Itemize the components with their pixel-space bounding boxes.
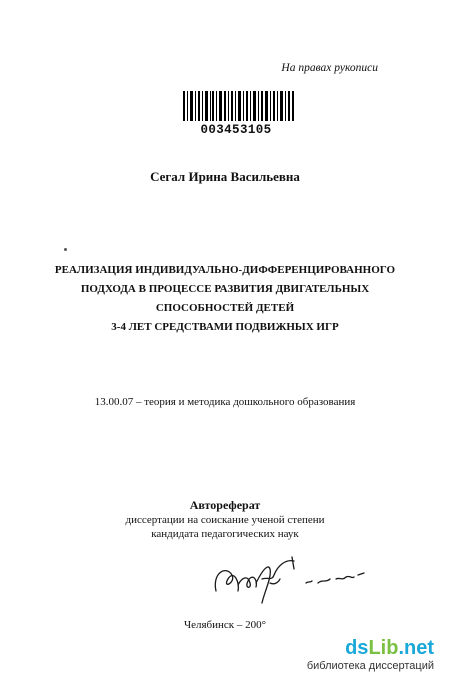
watermark-logo	[307, 637, 434, 659]
watermark	[307, 637, 434, 672]
abstract-heading: Автореферат	[189, 498, 261, 512]
barcode-image	[183, 91, 295, 125]
scan-speck	[64, 248, 67, 251]
watermark-brand-ds: ds	[345, 637, 369, 659]
watermark-subtitle: библиотека диссертаций	[306, 660, 434, 672]
specialty-code: 13.00.07 – теория и методика дошкольного образования	[94, 396, 356, 408]
watermark-brand-net: .net	[398, 637, 434, 659]
rights-notice: На правах рукописи	[281, 62, 378, 74]
title-line: ПОДХОДА В ПРОЦЕССЕ РАЗВИТИЯ ДВИГАТЕЛЬНЫХ	[80, 283, 370, 295]
degree-line: диссертации на соискание ученой степени	[125, 514, 325, 526]
title-line: РЕАЛИЗАЦИЯ ИНДИВИДУАЛЬНО-ДИФФЕРЕНЦИРОВАННОГО	[54, 264, 396, 276]
watermark-brand-lib: Lib	[368, 637, 399, 659]
degree-description	[0, 513, 450, 541]
title-line: 3-4 ЛЕТ СРЕДСТВАМИ ПОДВИЖНЫХ ИГР	[111, 321, 339, 333]
author-name: Сегал Ирина Васильевна	[150, 169, 300, 184]
thesis-title	[20, 261, 430, 337]
degree-line: кандидата педагогических наук	[151, 528, 299, 540]
city-year: Челябинск – 200°	[183, 619, 267, 631]
handwritten-signature	[208, 553, 378, 608]
barcode-number: 003453105	[200, 123, 272, 137]
title-line: СПОСОБНОСТЕЙ ДЕТЕЙ	[155, 302, 295, 314]
